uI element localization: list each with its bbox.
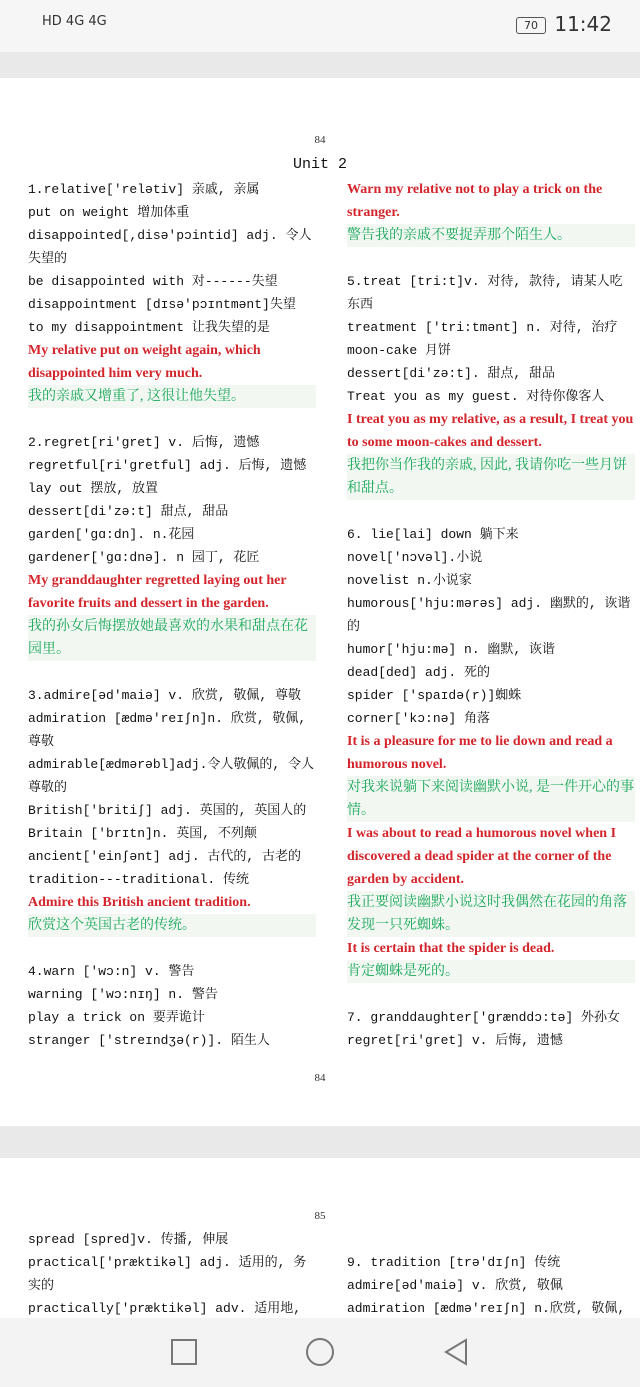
vocab-line: tradition---traditional. 传统 — [28, 872, 250, 887]
vocab-line: moon-cake 月饼 — [347, 343, 452, 358]
right-column — [347, 178, 635, 1052]
example-sentence-en: It is certain that the spider is dead. — [347, 941, 555, 956]
right-column — [347, 1228, 635, 1320]
vocab-line: 3.admire[əd'maiə] v. 欣赏, 敬佩, 尊敬 — [28, 688, 302, 703]
navigation-bar — [0, 1318, 640, 1387]
vocab-line: dessert[di'zə:t]. 甜点, 甜品 — [347, 366, 556, 381]
vocab-line: garden['gɑ:dn]. n.花园 — [28, 527, 195, 542]
document-page-85 — [0, 1158, 640, 1318]
page-number-top: 85 — [314, 1210, 326, 1222]
vocab-line: admirable[ædmərəbl]adj.令人敬佩的, 令人尊敬的 — [28, 757, 315, 795]
example-sentence-en: Admire this British ancient tradition. — [28, 895, 251, 910]
back-icon[interactable] — [440, 1336, 472, 1368]
vocab-line: regretful[ri'gretful] adj. 后悔, 遗憾 — [28, 458, 307, 473]
vocab-line: novelist n.小说家 — [347, 573, 472, 588]
vocab-line: play a trick on 要弄诡计 — [28, 1010, 205, 1025]
vocab-line: humorous['hju:mərəs] adj. 幽默的, 诙谐的 — [347, 596, 631, 634]
spacer — [347, 247, 635, 270]
example-sentence-zh: 警告我的亲戚不要捉弄那个陌生人。 — [347, 224, 635, 247]
page-number-top: 84 — [314, 134, 326, 146]
vocab-line: 7. granddaughter['grænddɔ:tə] 外孙女 — [347, 1010, 621, 1025]
vocab-line: British['britiʃ] adj. 英国的, 英国人的 — [28, 803, 307, 818]
example-sentence-en: I treat you as my relative, as a result, I treat you to some moon-cakes and dessert. — [347, 412, 634, 450]
example-sentence-en: It is a pleasure for me to lie down and read a humorous novel. — [347, 734, 613, 772]
battery-indicator: 70 — [516, 17, 546, 34]
left-column — [28, 178, 316, 1052]
vocab-line: be disappointed with 对------失望 — [28, 274, 278, 289]
vocab-line: 9. tradition [trə'dɪʃn] 传统 — [347, 1255, 561, 1270]
spacer — [347, 500, 635, 523]
vocab-line: disappointment [dɪsə'pɔɪntmənt]失望 — [28, 297, 296, 312]
vocab-line: corner['kɔ:nə] 角落 — [347, 711, 491, 726]
spacer — [347, 1228, 635, 1251]
example-sentence-zh: 我正要阅读幽默小说这时我偶然在花园的角落发现一只死蜘蛛。 — [347, 891, 635, 937]
home-icon[interactable] — [304, 1336, 336, 1368]
vocab-line: Treat you as my guest. 对待你像客人 — [347, 389, 605, 404]
vocab-line: admiration [ædmə'reɪʃn] n.欣赏, 敬佩, — [347, 1301, 626, 1316]
vocab-line: to my disappointment 让我失望的是 — [28, 320, 270, 335]
vocab-line: 6. lie[lai] down 躺下来 — [347, 527, 519, 542]
spacer — [28, 661, 316, 684]
spacer — [347, 983, 635, 1006]
vocab-line: admire[əd'maiə] v. 欣赏, 敬佩 — [347, 1278, 563, 1293]
vocab-line: 2.regret[ri'gret] v. 后悔, 遗憾 — [28, 435, 260, 450]
vocab-line: treatment ['tri:tmənt] n. 对待, 治疗 — [347, 320, 618, 335]
example-sentence-en: My relative put on weight again, which disappointed him very much. — [28, 343, 261, 381]
vocab-line: humor['hju:mə] n. 幽默, 诙谐 — [347, 642, 556, 657]
vocab-line: 4.warn ['wɔ:n] v. 警告 — [28, 964, 195, 979]
vocab-line: Britain ['brɪtn]n. 英国, 不列颠 — [28, 826, 257, 841]
vocab-line: 5.treat [tri:t]v. 对待, 款待, 请某人吃东西 — [347, 274, 623, 312]
vocab-line: 1.relative['relətiv] 亲戚, 亲属 — [28, 182, 260, 197]
example-sentence-zh: 肯定蜘蛛是死的。 — [347, 960, 635, 983]
example-sentence-en: Warn my relative not to play a trick on the stranger. — [347, 182, 603, 220]
vocab-line: lay out 摆放, 放置 — [28, 481, 159, 496]
vocab-line: dessert[di'zə:t] 甜点, 甜品 — [28, 504, 229, 519]
vocab-line: spider ['spaɪdə(r)]蜘蛛 — [347, 688, 522, 703]
spacer — [28, 937, 316, 960]
page-number-bottom: 84 — [314, 1072, 326, 1084]
vocab-line: regret[ri'gret] v. 后悔, 遗憾 — [347, 1033, 563, 1048]
vocab-line: disappointed[,disə'pɔintid] adj. 令人失望的 — [28, 228, 312, 266]
vocab-line: stranger ['streɪndʒə(r)]. 陌生人 — [28, 1033, 270, 1048]
clock: 11:42 — [554, 12, 612, 36]
vocab-line: practical['præktikəl] adj. 适用的, 务实的 — [28, 1255, 307, 1293]
example-sentence-zh: 欣赏这个英国古老的传统。 — [28, 914, 316, 937]
vocab-line: spread [spred]v. 传播, 伸展 — [28, 1232, 229, 1247]
example-sentence-zh: 对我来说躺下来阅读幽默小说, 是一件开心的事情。 — [347, 776, 635, 822]
example-sentence-en: I was about to read a humorous novel when I discovered a dead spider at the corner of the garden by accident. — [347, 826, 617, 887]
example-sentence-zh: 我的孙女后悔摆放她最喜欢的水果和甜点在花园里。 — [28, 615, 316, 661]
example-sentence-zh: 我的亲戚又增重了, 这很让他失望。 — [28, 385, 316, 408]
vocab-line: ancient['einʃənt] adj. 古代的, 古老的 — [28, 849, 302, 864]
document-page-84 — [0, 78, 640, 1126]
recent-apps-icon[interactable] — [168, 1336, 200, 1368]
status-bar — [0, 0, 640, 52]
vocab-line: dead[ded] adj. 死的 — [347, 665, 491, 680]
vocab-line: put on weight 增加体重 — [28, 205, 190, 220]
vocab-line: novel['nɔvəl].小说 — [347, 550, 483, 565]
spacer — [28, 408, 316, 431]
vocab-line: practically['præktikəl] adv. 适用地, — [28, 1301, 302, 1316]
unit-title: Unit 2 — [292, 156, 347, 173]
vocab-line: warning ['wɔ:nɪŋ] n. 警告 — [28, 987, 218, 1002]
vocab-line: admiration [ædmə'reɪʃn]n. 欣赏, 敬佩, 尊敬 — [28, 711, 307, 749]
example-sentence-zh: 我把你当作我的亲戚, 因此, 我请你吃一些月饼和甜点。 — [347, 454, 635, 500]
signal-indicators: HD 4G 4G — [42, 14, 107, 29]
example-sentence-en: My granddaughter regretted laying out her favorite fruits and dessert in the garden. — [28, 573, 287, 611]
vocab-line: gardener['gɑ:dnə]. n 园丁, 花匠 — [28, 550, 260, 565]
